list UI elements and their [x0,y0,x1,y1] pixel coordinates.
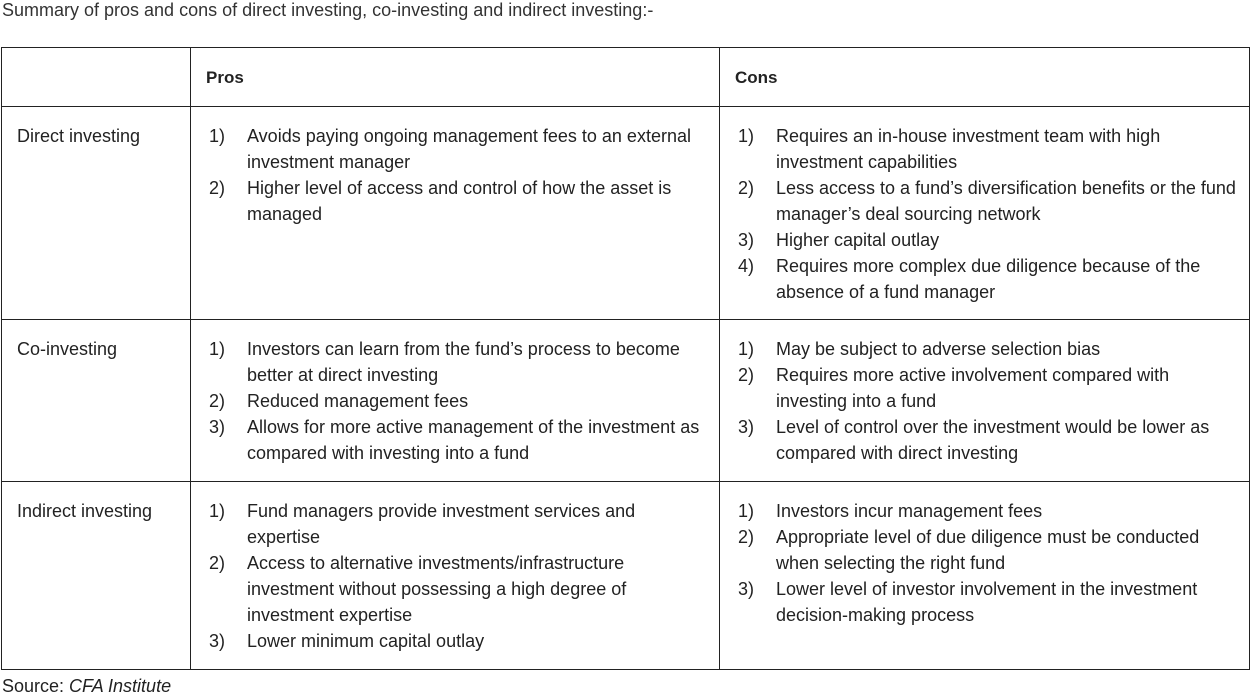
item-number: 2) [209,178,226,198]
header-cell-cons [720,48,1250,107]
list-item [738,498,1237,524]
list-item [209,388,707,414]
pros-cell [191,482,720,670]
list-item [738,414,1237,466]
item-number: 3) [209,417,226,437]
list-item [209,414,707,466]
item-number: 1) [209,339,226,359]
row-label-cell [2,320,191,482]
header-pros-label: Pros [206,68,244,87]
item-text: Higher level of access and control of how the asset is managed [247,178,672,224]
cons-cell [720,320,1250,482]
item-number: 2) [738,365,755,385]
item-number: 2) [738,178,755,198]
item-number: 3) [738,230,755,250]
row-label-co-investing: Co-investing [17,339,118,359]
item-text: Higher capital outlay [776,230,940,250]
cons-cell [720,107,1250,320]
pros-list [191,482,719,654]
item-text: Lower level of investor involvement in the investment decision-making process [776,579,1198,625]
row-label-direct-investing: Direct investing [17,126,141,146]
item-text: May be subject to adverse selection bias [776,339,1101,359]
list-item [738,362,1237,414]
table-row-indirect-investing [2,482,1250,670]
item-number: 1) [209,501,226,521]
item-number: 1) [209,126,226,146]
pros-list [191,320,719,466]
item-text: Reduced management fees [247,391,469,411]
cons-list [720,482,1249,628]
item-text: Allows for more active management of the investment as compared with investing into a fund [247,417,700,463]
list-item [738,227,1237,253]
table-row-direct-investing [2,107,1250,320]
item-number: 2) [738,527,755,547]
item-text: Appropriate level of due diligence must be conducted when selecting the right fund [776,527,1200,573]
item-number: 4) [738,256,755,276]
item-text: Requires more complex due diligence because of the absence of a fund manager [776,256,1201,302]
header-blank-label [2,48,190,66]
list-item [738,524,1237,576]
list-item [209,336,707,388]
pros-list [191,107,719,227]
item-number: 3) [209,631,226,651]
list-item [209,550,707,628]
list-item [209,498,707,550]
header-cons-label: Cons [735,68,778,87]
header-cell-blank [2,48,191,107]
cons-list [720,107,1249,305]
list-item [738,175,1237,227]
pros-cons-table [1,47,1250,670]
pros-cell [191,107,720,320]
item-text: Requires more active involvement compared with investing into a fund [776,365,1170,411]
item-number: 2) [209,391,226,411]
row-label-cell [2,482,191,670]
header-cell-pros [191,48,720,107]
source-label: Source: [2,676,70,696]
source-caption [2,673,171,699]
item-text: Investors incur management fees [776,501,1043,521]
item-text: Access to alternative investments/infrastructure investment without possessing a high degree of investment expertise [247,553,627,625]
item-text: Avoids paying ongoing management fees to an external investment manager [247,126,691,172]
item-text: Investors can learn from the fund’s process to become better at direct investing [247,339,680,385]
list-item [738,336,1237,362]
item-number: 3) [738,579,755,599]
item-text: Less access to a fund’s diversification benefits or the fund manager’s deal sourcing network [776,178,1236,224]
table-row-co-investing [2,320,1250,482]
item-number: 1) [738,126,755,146]
cons-list [720,320,1249,466]
item-number: 1) [738,339,755,359]
list-item [209,175,707,227]
item-text: Fund managers provide investment services and expertise [247,501,636,547]
item-text: Lower minimum capital outlay [247,631,485,651]
source-name: CFA Institute [69,676,172,696]
pros-cell [191,320,720,482]
item-number: 1) [738,501,755,521]
cons-cell [720,482,1250,670]
item-number: 2) [209,553,226,573]
list-item [738,576,1237,628]
item-text: Level of control over the investment would be lower as compared with direct investing [776,417,1210,463]
row-label-cell [2,107,191,320]
list-item [209,123,707,175]
row-label-indirect-investing: Indirect investing [17,501,153,521]
table-header-row [2,48,1250,107]
item-text: Requires an in-house investment team with high investment capabilities [776,126,1161,172]
list-item [738,253,1237,305]
list-item [209,628,707,654]
item-number: 3) [738,417,755,437]
page-heading: Summary of pros and cons of direct investing, co-investing and indirect investing:- [2,0,654,20]
list-item [738,123,1237,175]
